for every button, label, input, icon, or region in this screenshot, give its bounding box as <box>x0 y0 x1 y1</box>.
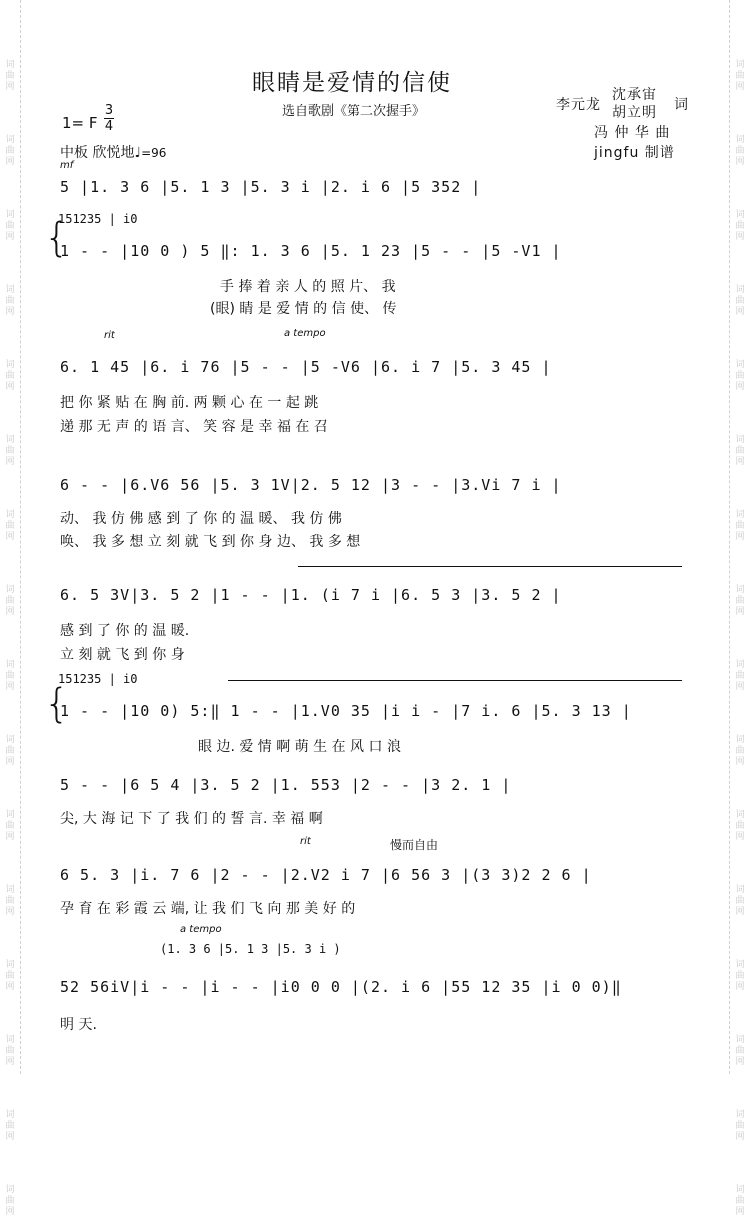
system-9-upper-voice: (1. 3 6 |5. 1 3 |5. 3 i ) <box>160 942 341 956</box>
system-3-lyric-2: 递 那 无 声 的 语 言、 笑 容 是 幸 福 在 召 <box>60 419 328 435</box>
system-9-notes: 52 56iV|i - - |i - - |i0 0 0 |(2. i 6 |55 12 35 |i 0 0)‖ <box>60 978 622 996</box>
tempo-text: 中板 欣悦地 <box>60 145 135 161</box>
key-signature: 1= F <box>62 114 98 132</box>
watermark-glyph-group: 词 曲 网 <box>5 1185 15 1217</box>
system-4-lyric-1: 动、 我 仿 佛 感 到 了 你 的 温 暖、 我 仿 佛 <box>60 511 342 527</box>
system-5-lyric-2: 立 刻 就 飞 到 你 身 <box>60 647 185 663</box>
system-2-lyric-1: 手 捧 着 亲 人 的 照 片、 我 <box>220 279 396 295</box>
watermark-glyph-group: 词 曲 网 <box>735 210 745 242</box>
system-2-lyric-2: (眼) 睛 是 爱 情 的 信 使、 传 <box>210 301 397 317</box>
rit-marking-2: rit <box>300 836 311 847</box>
time-signature <box>104 103 114 134</box>
watermark-column-right <box>732 60 748 1218</box>
watermark-glyph-group: 词 曲 网 <box>735 1035 745 1067</box>
watermark-glyph-group: 词 曲 网 <box>735 735 745 767</box>
rit-marking-1: rit <box>104 330 115 341</box>
watermark-glyph-group: 词 曲 网 <box>5 585 15 617</box>
volta-bracket-2 <box>228 680 682 681</box>
lyricist-name-2: 李元龙 <box>556 97 601 113</box>
system-7-lyric-1: 尖, 大 海 记 下 了 我 们 的 誓 言. 幸 福 啊 <box>60 811 323 827</box>
watermark-glyph-group: 词 曲 网 <box>5 135 15 167</box>
watermark-glyph-group: 词 曲 网 <box>735 1110 745 1142</box>
song-subtitle: 选自歌剧《第二次握手》 <box>282 104 426 119</box>
watermark-glyph-group: 词 曲 网 <box>5 60 15 92</box>
a-tempo-marking-2: a tempo <box>180 924 222 935</box>
system-8-notes: 6 5. 3 |i. 7 6 |2 - - |2.V2 i 7 |6 56 3 |(3 3)2 2 6 | <box>60 866 592 884</box>
song-title: 眼睛是爱情的信使 <box>252 70 452 96</box>
time-signature-top: 3 <box>104 103 114 118</box>
lyricist-role: 词 <box>674 97 689 113</box>
watermark-glyph-group: 词 曲 网 <box>5 210 15 242</box>
arranger-credit: jingfu 制谱 <box>594 145 675 161</box>
system-3-lyric-1: 把 你 紧 贴 在 胸 前. 两 颗 心 在 一 起 跳 <box>60 395 319 411</box>
watermark-glyph-group: 词 曲 网 <box>5 960 15 992</box>
watermark-column-left <box>2 60 18 1218</box>
watermark-glyph-group: 词 曲 网 <box>5 735 15 767</box>
system-5-notes: 6. 5 3V|3. 5 2 |1 - - |1. (i 7 i |6. 5 3 |3. 5 2 | <box>60 586 562 604</box>
page-border-right <box>729 0 730 1074</box>
composer-credit: 冯 仲 华 曲 <box>594 125 671 141</box>
watermark-glyph-group: 词 曲 网 <box>5 660 15 692</box>
watermark-glyph-group: 词 曲 网 <box>5 1110 15 1142</box>
watermark-glyph-group: 词 曲 网 <box>5 510 15 542</box>
watermark-glyph-group: 词 曲 网 <box>5 360 15 392</box>
system-3-notes: 6. 1 45 |6. i 76 |5 - - |5 -V6 |6. i 7 |5. 3 45 | <box>60 358 552 376</box>
watermark-glyph-group: 词 曲 网 <box>5 285 15 317</box>
watermark-glyph-group: 词 曲 网 <box>5 810 15 842</box>
free-tempo-marking: 慢而自由 <box>390 838 439 852</box>
watermark-glyph-group: 词 曲 网 <box>735 135 745 167</box>
page-border-left <box>20 0 21 1074</box>
system-4-notes: 6 - - |6.V6 56 |5. 3 1V|2. 5 12 |3 - - |3.Vi 7 i | <box>60 476 562 494</box>
tempo-marking <box>60 142 166 162</box>
watermark-glyph-group: 词 曲 网 <box>735 660 745 692</box>
system-6-lyric-1: 眼 边. 爱 情 啊 萌 生 在 风 口 浪 <box>198 739 401 755</box>
watermark-glyph-group: 词 曲 网 <box>735 1185 745 1217</box>
watermark-glyph-group: 词 曲 网 <box>735 810 745 842</box>
watermark-glyph-group: 词 曲 网 <box>735 285 745 317</box>
watermark-glyph-group: 词 曲 网 <box>735 960 745 992</box>
system-5-lyric-1: 感 到 了 你 的 温 暖. <box>60 623 190 639</box>
watermark-glyph-group: 词 曲 网 <box>5 885 15 917</box>
watermark-glyph-group: 词 曲 网 <box>5 1035 15 1067</box>
time-signature-bottom: 4 <box>104 119 114 134</box>
system-7-notes: 5 - - |6 5 4 |3. 5 2 |1. 553 |2 - - |3 2. 1 | <box>60 776 512 794</box>
watermark-glyph-group: 词 曲 网 <box>735 360 745 392</box>
bpm-value: =96 <box>141 146 167 160</box>
brace-icon: { <box>44 215 70 261</box>
system-2-prelude: 151235 | i0 <box>58 212 138 226</box>
watermark-glyph-group: 词 曲 网 <box>735 885 745 917</box>
system-6-prelude: 151235 | i0 <box>58 672 138 686</box>
system-9-lyric-1: 明 天. <box>60 1017 97 1033</box>
watermark-glyph-group: 词 曲 网 <box>735 60 745 92</box>
lyricist-name-3: 胡立明 <box>612 105 657 121</box>
quarter-note-icon: ♩ <box>134 145 142 161</box>
lyricist-name-1: 沈承宙 <box>612 87 657 103</box>
a-tempo-marking-1: a tempo <box>284 328 326 339</box>
system-2-notes: 1 - - |10 0 ) 5 ‖: 1. 3 6 |5. 1 23 |5 - - |5 -V1 | <box>60 242 562 260</box>
dynamic-marking: mf <box>60 160 74 171</box>
system-1-notes: 5 |1. 3 6 |5. 1 3 |5. 3 i |2. i 6 |5 352 | <box>60 178 482 196</box>
watermark-glyph-group: 词 曲 网 <box>735 510 745 542</box>
watermark-glyph-group: 词 曲 网 <box>735 585 745 617</box>
brace-icon-2: { <box>44 681 70 727</box>
system-4-lyric-2: 唤、 我 多 想 立 刻 就 飞 到 你 身 边、 我 多 想 <box>60 534 361 550</box>
volta-bracket <box>298 566 682 567</box>
system-6-notes: 1 - - |10 0) 5:‖ 1 - - |1.V0 35 |i i - |7 i. 6 |5. 3 13 | <box>60 702 632 720</box>
system-8-lyric-1: 孕 育 在 彩 霞 云 端, 让 我 们 飞 向 那 美 好 的 <box>60 901 356 917</box>
watermark-glyph-group: 词 曲 网 <box>5 435 15 467</box>
watermark-glyph-group: 词 曲 网 <box>735 435 745 467</box>
